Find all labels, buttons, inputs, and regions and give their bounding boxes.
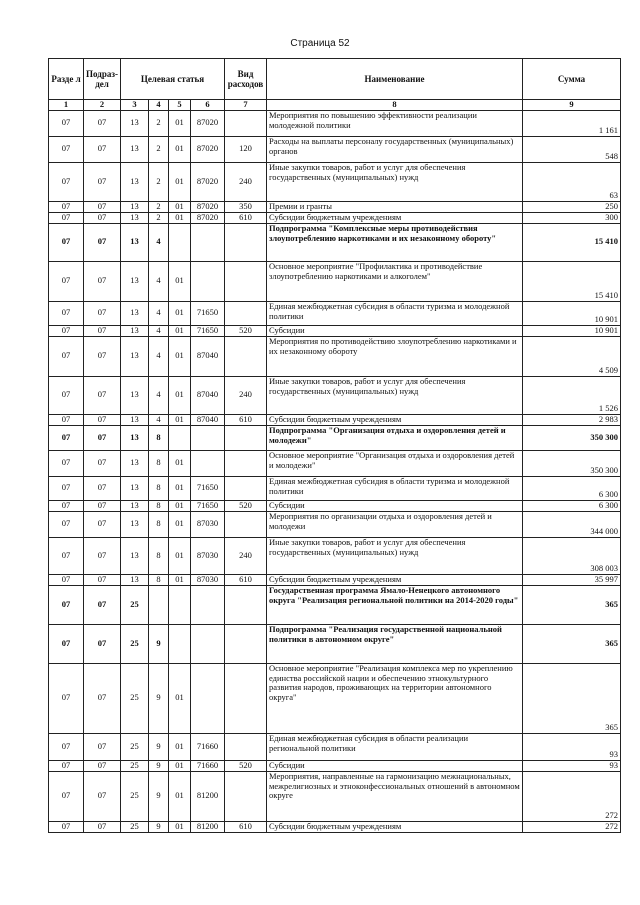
direction-code-cell: 87030 [191, 511, 225, 537]
program-code-cell: 25 [121, 624, 149, 663]
name-cell: Расходы на выплаты персоналу государственных (муниципальных) органов [267, 136, 523, 162]
expense-type-cell [225, 261, 267, 301]
program-code-cell: 13 [121, 162, 149, 201]
podrazdel-cell: 07 [84, 537, 121, 574]
expense-type-cell: 610 [225, 212, 267, 223]
podrazdel-cell: 07 [84, 476, 121, 500]
col-number: 8 [267, 100, 523, 111]
expense-type-cell: 240 [225, 376, 267, 414]
event-code-cell: 01 [169, 733, 191, 760]
direction-code-cell: 87030 [191, 574, 225, 585]
event-code-cell: 01 [169, 336, 191, 376]
podrazdel-cell: 07 [84, 136, 121, 162]
table-row [49, 450, 621, 476]
name-cell: Субсидии бюджетным учреждениям [267, 574, 523, 585]
table-row [49, 425, 621, 450]
table-row [49, 110, 621, 136]
col-number: 9 [523, 100, 621, 111]
event-code-cell: 01 [169, 110, 191, 136]
direction-code-cell [191, 223, 225, 261]
name-cell: Субсидии [267, 760, 523, 771]
sum-cell: 4 509 [523, 336, 621, 376]
direction-code-cell: 71650 [191, 325, 225, 336]
sum-cell: 350 300 [523, 450, 621, 476]
event-code-cell [169, 223, 191, 261]
podrazdel-cell: 07 [84, 771, 121, 821]
direction-code-cell: 71650 [191, 301, 225, 325]
podrazdel-cell: 07 [84, 574, 121, 585]
razdel-cell: 07 [49, 537, 84, 574]
expense-type-cell [225, 771, 267, 821]
name-cell: Субсидии [267, 500, 523, 511]
direction-code-cell: 71650 [191, 476, 225, 500]
table-row [49, 771, 621, 821]
table-row [49, 201, 621, 212]
podrazdel-cell: 07 [84, 624, 121, 663]
program-code-cell: 13 [121, 325, 149, 336]
razdel-cell: 07 [49, 261, 84, 301]
name-cell: Подпрограмма "Комплексные меры противодействия злоупотреблению наркотиками и их незаконному обороту" [267, 223, 523, 261]
expense-type-cell [225, 511, 267, 537]
event-code-cell [169, 624, 191, 663]
event-code-cell: 01 [169, 261, 191, 301]
program-code-cell: 13 [121, 476, 149, 500]
subprogram-code-cell: 8 [149, 425, 169, 450]
name-cell: Премии и гранты [267, 201, 523, 212]
subprogram-code-cell: 9 [149, 760, 169, 771]
expense-type-cell: 520 [225, 325, 267, 336]
name-cell: Мероприятия, направленные на гармонизацию межнациональных, межрелигиозных и этноконфессиональных отношений в автономном округе [267, 771, 523, 821]
sum-cell: 548 [523, 136, 621, 162]
col-number: 2 [84, 100, 121, 111]
subprogram-code-cell: 2 [149, 110, 169, 136]
table-row [49, 760, 621, 771]
expense-type-cell: 520 [225, 760, 267, 771]
razdel-cell: 07 [49, 425, 84, 450]
name-cell: Мероприятия по повышению эффективности реализации молодежной политики [267, 110, 523, 136]
razdel-cell: 07 [49, 663, 84, 733]
sum-cell: 15 410 [523, 261, 621, 301]
razdel-cell: 07 [49, 760, 84, 771]
name-cell: Субсидии бюджетным учреждениям [267, 414, 523, 425]
expense-type-cell [225, 585, 267, 624]
expense-type-cell [225, 450, 267, 476]
direction-code-cell [191, 450, 225, 476]
sum-cell: 15 410 [523, 223, 621, 261]
header-podrazdel: Подраз- дел [84, 59, 121, 100]
podrazdel-cell: 07 [84, 663, 121, 733]
name-cell: Единая межбюджетная субсидия в области реализации региональной политики [267, 733, 523, 760]
table-row [49, 537, 621, 574]
razdel-cell: 07 [49, 476, 84, 500]
sum-cell: 272 [523, 771, 621, 821]
podrazdel-cell: 07 [84, 212, 121, 223]
expense-type-cell: 520 [225, 500, 267, 511]
table-row [49, 325, 621, 336]
event-code-cell [169, 585, 191, 624]
program-code-cell: 25 [121, 760, 149, 771]
name-cell: Иные закупки товаров, работ и услуг для обеспечения государственных (муниципальных) нужд [267, 162, 523, 201]
table-row [49, 821, 621, 832]
table-row [49, 585, 621, 624]
direction-code-cell [191, 624, 225, 663]
subprogram-code-cell: 4 [149, 414, 169, 425]
razdel-cell: 07 [49, 325, 84, 336]
direction-code-cell [191, 425, 225, 450]
table-row [49, 511, 621, 537]
program-code-cell: 13 [121, 574, 149, 585]
direction-code-cell: 87020 [191, 136, 225, 162]
razdel-cell: 07 [49, 301, 84, 325]
expense-type-cell: 120 [225, 136, 267, 162]
event-code-cell: 01 [169, 450, 191, 476]
razdel-cell: 07 [49, 162, 84, 201]
name-cell: Основное мероприятие "Реализация комплекса мер по укреплению единства российской нации и обеспечению этнокультурного развития народов, проживающих на территории автономного округа" [267, 663, 523, 733]
razdel-cell: 07 [49, 771, 84, 821]
program-code-cell: 25 [121, 771, 149, 821]
subprogram-code-cell: 2 [149, 212, 169, 223]
event-code-cell: 01 [169, 201, 191, 212]
table-row [49, 624, 621, 663]
subprogram-code-cell: 4 [149, 336, 169, 376]
name-cell: Иные закупки товаров, работ и услуг для обеспечения государственных (муниципальных) нужд [267, 537, 523, 574]
table-row [49, 212, 621, 223]
event-code-cell: 01 [169, 376, 191, 414]
podrazdel-cell: 07 [84, 414, 121, 425]
name-cell: Основное мероприятие "Организация отдыха и оздоровления детей и молодежи" [267, 450, 523, 476]
razdel-cell: 07 [49, 511, 84, 537]
podrazdel-cell: 07 [84, 336, 121, 376]
sum-cell: 2 983 [523, 414, 621, 425]
program-code-cell: 13 [121, 376, 149, 414]
podrazdel-cell: 07 [84, 425, 121, 450]
podrazdel-cell: 07 [84, 110, 121, 136]
podrazdel-cell: 07 [84, 223, 121, 261]
razdel-cell: 07 [49, 223, 84, 261]
sum-cell: 365 [523, 585, 621, 624]
sum-cell: 1 161 [523, 110, 621, 136]
col-number: 1 [49, 100, 84, 111]
subprogram-code-cell: 9 [149, 663, 169, 733]
subprogram-code-cell: 4 [149, 261, 169, 301]
razdel-cell: 07 [49, 414, 84, 425]
page-number-label: Страница 52 [290, 38, 350, 49]
table-row [49, 136, 621, 162]
table-row [49, 376, 621, 414]
direction-code-cell: 71660 [191, 760, 225, 771]
table-row [49, 336, 621, 376]
sum-cell: 365 [523, 624, 621, 663]
sum-cell: 300 [523, 212, 621, 223]
event-code-cell: 01 [169, 325, 191, 336]
direction-code-cell: 81200 [191, 821, 225, 832]
col-number: 5 [169, 100, 191, 111]
program-code-cell: 13 [121, 450, 149, 476]
expense-type-cell: 240 [225, 162, 267, 201]
razdel-cell: 07 [49, 212, 84, 223]
subprogram-code-cell: 8 [149, 500, 169, 511]
direction-code-cell: 71650 [191, 500, 225, 511]
sum-cell: 10 901 [523, 325, 621, 336]
program-code-cell: 25 [121, 821, 149, 832]
table-row [49, 223, 621, 261]
header-row [49, 59, 621, 100]
podrazdel-cell: 07 [84, 325, 121, 336]
direction-code-cell: 87020 [191, 162, 225, 201]
program-code-cell: 13 [121, 261, 149, 301]
event-code-cell: 01 [169, 414, 191, 425]
direction-code-cell: 71660 [191, 733, 225, 760]
expense-type-cell: 610 [225, 414, 267, 425]
subprogram-code-cell: 2 [149, 162, 169, 201]
direction-code-cell: 81200 [191, 771, 225, 821]
col-number: 3 [121, 100, 149, 111]
header-target-article: Целевая статья [121, 59, 225, 100]
program-code-cell: 13 [121, 110, 149, 136]
podrazdel-cell: 07 [84, 760, 121, 771]
name-cell: Подпрограмма "Организация отдыха и оздоровления детей и молодежи" [267, 425, 523, 450]
program-code-cell: 13 [121, 511, 149, 537]
expense-type-cell [225, 476, 267, 500]
table-row [49, 162, 621, 201]
podrazdel-cell: 07 [84, 261, 121, 301]
razdel-cell: 07 [49, 136, 84, 162]
subprogram-code-cell: 9 [149, 733, 169, 760]
program-code-cell: 13 [121, 201, 149, 212]
razdel-cell: 07 [49, 500, 84, 511]
event-code-cell: 01 [169, 162, 191, 201]
event-code-cell: 01 [169, 537, 191, 574]
budget-table [48, 58, 621, 833]
razdel-cell: 07 [49, 336, 84, 376]
event-code-cell: 01 [169, 511, 191, 537]
event-code-cell: 01 [169, 574, 191, 585]
event-code-cell: 01 [169, 301, 191, 325]
program-code-cell: 13 [121, 537, 149, 574]
event-code-cell: 01 [169, 136, 191, 162]
col-number: 7 [225, 100, 267, 111]
program-code-cell: 13 [121, 301, 149, 325]
podrazdel-cell: 07 [84, 821, 121, 832]
header-sum: Сумма [523, 59, 621, 100]
header-razdel: Разде л [49, 59, 84, 100]
razdel-cell: 07 [49, 376, 84, 414]
column-number-row [49, 100, 621, 111]
razdel-cell: 07 [49, 585, 84, 624]
razdel-cell: 07 [49, 624, 84, 663]
expense-type-cell [225, 425, 267, 450]
direction-code-cell [191, 261, 225, 301]
event-code-cell: 01 [169, 500, 191, 511]
name-cell: Основное мероприятие "Профилактика и противодействие злоупотреблению наркотиками и алкоголем" [267, 261, 523, 301]
podrazdel-cell: 07 [84, 500, 121, 511]
expense-type-cell [225, 301, 267, 325]
program-code-cell: 13 [121, 500, 149, 511]
subprogram-code-cell: 8 [149, 537, 169, 574]
subprogram-code-cell: 8 [149, 574, 169, 585]
expense-type-cell: 610 [225, 574, 267, 585]
sum-cell: 308 003 [523, 537, 621, 574]
name-cell: Субсидии бюджетным учреждениям [267, 821, 523, 832]
name-cell: Субсидии [267, 325, 523, 336]
podrazdel-cell: 07 [84, 585, 121, 624]
razdel-cell: 07 [49, 110, 84, 136]
sum-cell: 63 [523, 162, 621, 201]
event-code-cell: 01 [169, 771, 191, 821]
razdel-cell: 07 [49, 201, 84, 212]
event-code-cell: 01 [169, 760, 191, 771]
direction-code-cell: 87040 [191, 376, 225, 414]
sum-cell: 1 526 [523, 376, 621, 414]
event-code-cell: 01 [169, 821, 191, 832]
name-cell: Мероприятия по противодействию злоупотреблению наркотиками и их незаконному обороту [267, 336, 523, 376]
name-cell: Подпрограмма "Реализация государственной национальной политики в автономном округе" [267, 624, 523, 663]
subprogram-code-cell: 4 [149, 325, 169, 336]
expense-type-cell [225, 110, 267, 136]
event-code-cell: 01 [169, 212, 191, 223]
razdel-cell: 07 [49, 450, 84, 476]
table-body [49, 110, 621, 832]
expense-type-cell [225, 223, 267, 261]
expense-type-cell [225, 336, 267, 376]
podrazdel-cell: 07 [84, 301, 121, 325]
header-expense-type: Вид расходов [225, 59, 267, 100]
razdel-cell: 07 [49, 574, 84, 585]
subprogram-code-cell: 4 [149, 376, 169, 414]
direction-code-cell: 87020 [191, 201, 225, 212]
col-number: 4 [149, 100, 169, 111]
direction-code-cell [191, 663, 225, 733]
subprogram-code-cell: 9 [149, 821, 169, 832]
expense-type-cell: 240 [225, 537, 267, 574]
podrazdel-cell: 07 [84, 376, 121, 414]
program-code-cell: 13 [121, 212, 149, 223]
table-row [49, 500, 621, 511]
sum-cell: 35 997 [523, 574, 621, 585]
expense-type-cell [225, 733, 267, 760]
sum-cell: 10 901 [523, 301, 621, 325]
expense-type-cell [225, 624, 267, 663]
direction-code-cell: 87030 [191, 537, 225, 574]
direction-code-cell: 87020 [191, 110, 225, 136]
expense-type-cell: 610 [225, 821, 267, 832]
name-cell: Мероприятия по организации отдыха и оздоровления детей и молодежи [267, 511, 523, 537]
sum-cell: 6 300 [523, 476, 621, 500]
podrazdel-cell: 07 [84, 450, 121, 476]
col-number: 6 [191, 100, 225, 111]
program-code-cell: 13 [121, 414, 149, 425]
sum-cell: 250 [523, 201, 621, 212]
program-code-cell: 25 [121, 733, 149, 760]
razdel-cell: 07 [49, 733, 84, 760]
subprogram-code-cell: 9 [149, 771, 169, 821]
subprogram-code-cell: 8 [149, 476, 169, 500]
subprogram-code-cell: 8 [149, 511, 169, 537]
name-cell: Государственная программа Ямало-Ненецкого автономного округа "Реализация региональной политики на 2014-2020 годы" [267, 585, 523, 624]
table-row [49, 414, 621, 425]
sum-cell: 272 [523, 821, 621, 832]
direction-code-cell: 87020 [191, 212, 225, 223]
table-row [49, 476, 621, 500]
event-code-cell: 01 [169, 663, 191, 733]
sum-cell: 344 000 [523, 511, 621, 537]
name-cell: Единая межбюджетная субсидия в области туризма и молодежной политики [267, 476, 523, 500]
event-code-cell: 01 [169, 476, 191, 500]
podrazdel-cell: 07 [84, 733, 121, 760]
name-cell: Иные закупки товаров, работ и услуг для обеспечения государственных (муниципальных) нужд [267, 376, 523, 414]
sum-cell: 350 300 [523, 425, 621, 450]
expense-type-cell: 350 [225, 201, 267, 212]
subprogram-code-cell: 2 [149, 201, 169, 212]
sum-cell: 6 300 [523, 500, 621, 511]
header-name: Наименование [267, 59, 523, 100]
direction-code-cell [191, 585, 225, 624]
table-row [49, 301, 621, 325]
podrazdel-cell: 07 [84, 201, 121, 212]
direction-code-cell: 87040 [191, 336, 225, 376]
subprogram-code-cell: 2 [149, 136, 169, 162]
program-code-cell: 13 [121, 336, 149, 376]
subprogram-code-cell: 4 [149, 223, 169, 261]
event-code-cell [169, 425, 191, 450]
sum-cell: 93 [523, 733, 621, 760]
program-code-cell: 13 [121, 136, 149, 162]
subprogram-code-cell: 9 [149, 624, 169, 663]
name-cell: Субсидии бюджетным учреждениям [267, 212, 523, 223]
table-row [49, 574, 621, 585]
table-row [49, 663, 621, 733]
program-code-cell: 25 [121, 585, 149, 624]
program-code-cell: 25 [121, 663, 149, 733]
sum-cell: 93 [523, 760, 621, 771]
razdel-cell: 07 [49, 821, 84, 832]
podrazdel-cell: 07 [84, 511, 121, 537]
table-row [49, 733, 621, 760]
program-code-cell: 13 [121, 223, 149, 261]
podrazdel-cell: 07 [84, 162, 121, 201]
subprogram-code-cell [149, 585, 169, 624]
subprogram-code-cell: 4 [149, 301, 169, 325]
name-cell: Единая межбюджетная субсидия в области туризма и молодежной политики [267, 301, 523, 325]
sum-cell: 365 [523, 663, 621, 733]
direction-code-cell: 87040 [191, 414, 225, 425]
program-code-cell: 13 [121, 425, 149, 450]
expense-type-cell [225, 663, 267, 733]
table-row [49, 261, 621, 301]
subprogram-code-cell: 8 [149, 450, 169, 476]
